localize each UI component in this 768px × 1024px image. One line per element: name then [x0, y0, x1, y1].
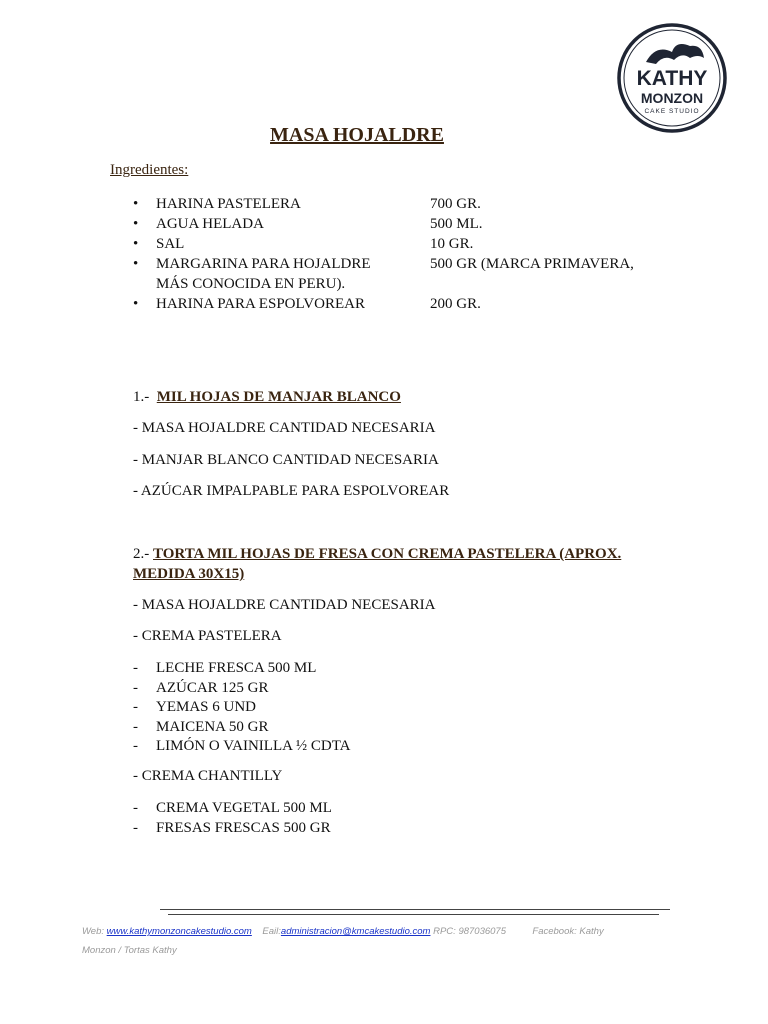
list-item-text: FRESAS FRESCAS 500 GR — [156, 819, 331, 836]
ingredient-row — [0, 214, 768, 234]
footer-facebook-cont: Monzon / Tortas Kathy — [82, 945, 177, 956]
list-item — [0, 698, 768, 718]
ingredient-qty: 10 GR. — [430, 236, 474, 252]
section1-number: 1.- — [133, 389, 150, 405]
dash-icon: - — [133, 660, 138, 676]
ingredient-qty: 200 GR. — [430, 296, 481, 312]
list-item — [0, 718, 768, 738]
footer-web-label: Web: — [82, 926, 107, 937]
ingredient-name: HARINA PASTELERA — [156, 196, 301, 212]
ingredient-row — [0, 254, 768, 274]
section2-number: 2.- — [133, 546, 150, 562]
list-item — [0, 659, 768, 679]
ingredients-list — [0, 194, 768, 314]
list-item-text: MAICENA 50 GR — [156, 718, 269, 735]
bullet-icon: • — [133, 296, 139, 312]
brand-logo — [616, 22, 728, 134]
crema-ingredients-list — [0, 659, 768, 757]
ingredient-row — [0, 194, 768, 214]
footer-email-link[interactable]: administracion@kmcakestudio.com — [280, 926, 431, 937]
logo-text-studio: CAKE STUDIO — [644, 108, 700, 115]
list-item-text: AZÚCAR 125 GR — [156, 679, 269, 696]
dash-icon: - — [133, 800, 138, 816]
list-item — [0, 819, 768, 839]
section2-line-crema: - CREMA PASTELERA — [133, 628, 282, 644]
ingredient-name: SAL — [156, 236, 185, 252]
list-item-text: LECHE FRESCA 500 ML — [156, 660, 317, 676]
page-title: MASA HOJALDRE — [270, 124, 444, 146]
ingredient-name-continuation: MÁS CONOCIDA EN PERU). — [156, 276, 346, 292]
section2-title: TORTA MIL HOJAS DE FRESA CON CREMA PASTELERA (APROX. — [153, 546, 622, 562]
section2-heading-cont — [133, 566, 244, 583]
footer-rpc: RPC: 987036075 — [430, 926, 506, 937]
footer-divider — [160, 909, 670, 910]
ingredient-name: HARINA PARA ESPOLVOREAR — [156, 296, 365, 312]
list-item-text: YEMAS 6 UND — [156, 699, 257, 715]
list-item — [0, 799, 768, 819]
ingredient-row — [0, 234, 768, 254]
section1-line: - AZÚCAR IMPALPABLE PARA ESPOLVOREAR — [133, 483, 450, 499]
footer-web-link[interactable]: www.kathymonzoncakestudio.com — [106, 926, 252, 937]
bullet-icon: • — [133, 236, 139, 252]
section1-heading — [133, 389, 401, 406]
section2-line-masa: - MASA HOJALDRE CANTIDAD NECESARIA — [133, 597, 436, 613]
bullet-icon: • — [133, 256, 139, 272]
list-item — [0, 679, 768, 699]
ingredient-row — [0, 294, 768, 314]
section1-line: - MANJAR BLANCO CANTIDAD NECESARIA — [133, 452, 439, 468]
ingredients-label: Ingredientes: — [110, 162, 189, 178]
footer-facebook: Facebook: Kathy — [532, 926, 604, 937]
logo-emblem-icon — [616, 22, 728, 134]
section2-heading — [133, 546, 621, 563]
section1-line: - MASA HOJALDRE CANTIDAD NECESARIA — [133, 420, 436, 436]
bullet-icon: • — [133, 216, 139, 232]
section2-line-chantilly: - CREMA CHANTILLY — [133, 768, 283, 784]
ingredient-qty: 500 ML. — [430, 216, 483, 232]
section2-title-cont: MEDIDA 30X15) — [133, 566, 245, 582]
section1-title: MIL HOJAS DE MANJAR BLANCO — [156, 389, 401, 405]
ingredient-qty: 700 GR. — [430, 196, 481, 212]
footer-divider — [168, 914, 659, 915]
ingredient-name: AGUA HELADA — [156, 216, 264, 232]
ingredient-name: MARGARINA PARA HOJALDRE — [156, 256, 371, 272]
dash-icon: - — [133, 738, 138, 754]
footer-email-label: Eail: — [262, 926, 281, 937]
logo-text-monzon: MONZON — [640, 90, 704, 106]
list-item-text: CREMA VEGETAL 500 ML — [156, 800, 332, 816]
ingredient-qty: 500 GR (MARCA PRIMAVERA, — [430, 256, 634, 272]
logo-text-kathy: KATHY — [636, 67, 708, 90]
dash-icon: - — [133, 679, 138, 696]
bullet-icon: • — [133, 196, 139, 212]
list-item-text: LIMÓN O VAINILLA ½ CDTA — [156, 738, 351, 754]
dash-icon: - — [133, 819, 138, 836]
dash-icon: - — [133, 718, 138, 735]
chantilly-ingredients-list — [0, 799, 768, 838]
dash-icon: - — [133, 699, 138, 715]
ingredient-row-continuation — [0, 274, 768, 294]
page-footer — [82, 922, 642, 960]
list-item — [0, 737, 768, 757]
